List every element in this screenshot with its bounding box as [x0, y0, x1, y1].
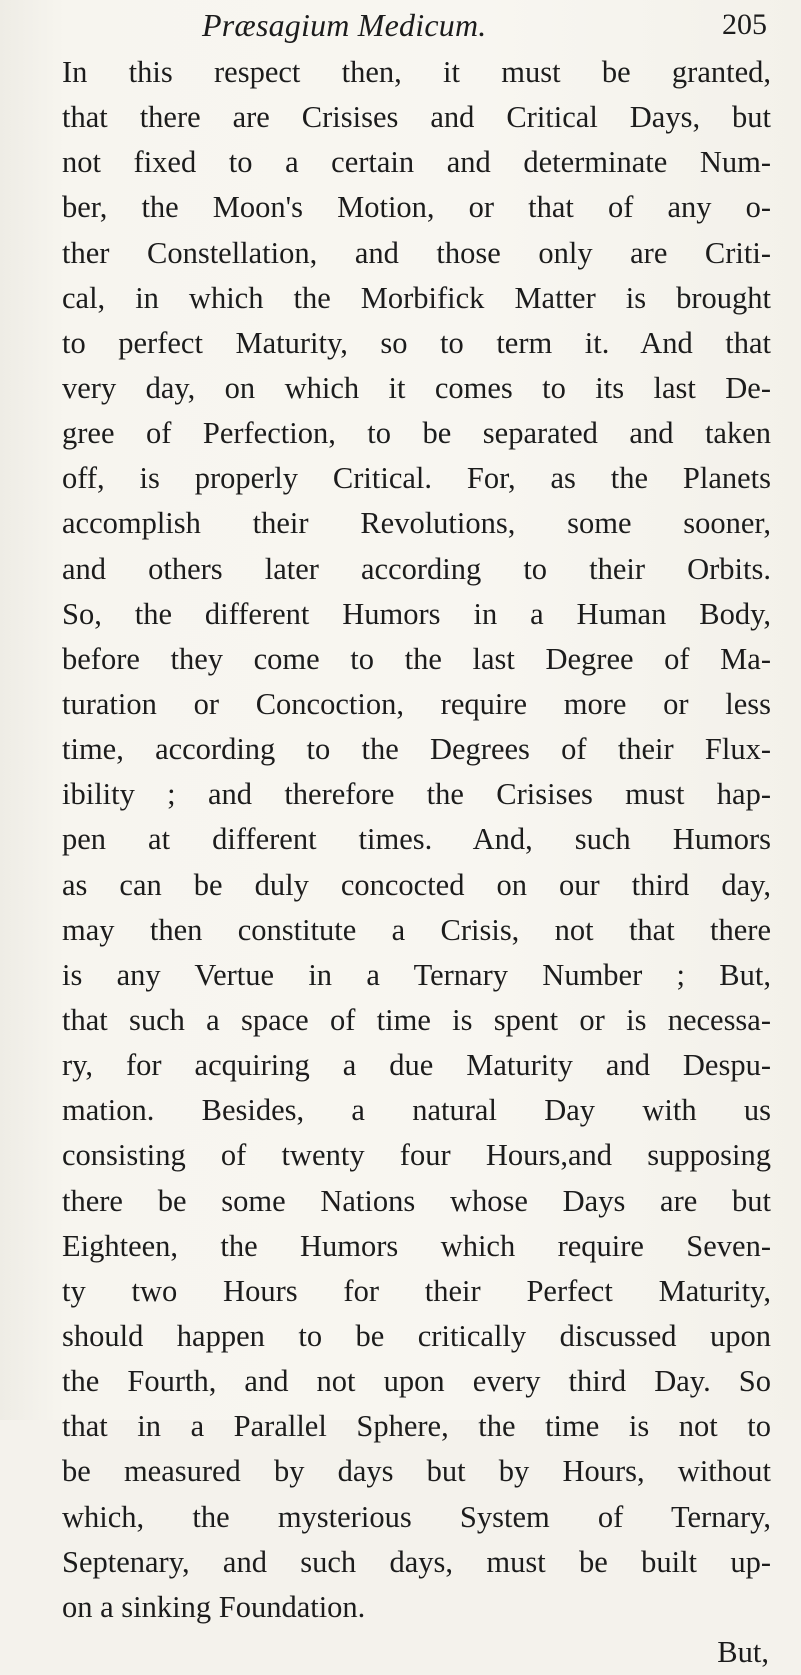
text-line: is any Vertue in a Ternary Number ; But,	[62, 957, 771, 992]
text-line: on a sinking Foundation.	[62, 1589, 366, 1624]
text-line: be measured by days but by Hours, without	[62, 1454, 771, 1489]
text-line: In this respect then, it must be granted,	[62, 55, 771, 89]
text-line: cal, in which the Morbifick Matter is brought	[62, 280, 771, 315]
text-line: turation or Concoction, require more or less	[62, 686, 771, 721]
text-line: that there are Crisises and Critical Days, but	[62, 100, 771, 135]
text-line: ibility ; and therefore the Crisises must hap-	[62, 777, 771, 812]
text-line: accomplish their Revolutions, some sooner,	[62, 506, 771, 541]
text-line: pen at different times. And, such Humors	[62, 822, 771, 857]
text-line: that in a Parallel Sphere, the time is not to	[62, 1409, 771, 1444]
text-line: Eighteen, the Humors which require Seven-	[62, 1228, 771, 1263]
text-line: ty two Hours for their Perfect Maturity,	[62, 1273, 771, 1308]
text-line: as can be duly concocted on our third day,	[62, 867, 771, 902]
text-line: which, the mysterious System of Ternary,	[62, 1499, 771, 1534]
text-line: that such a space of time is spent or is necessa-	[62, 1002, 771, 1037]
text-line: off, is properly Critical. For, as the Planets	[62, 461, 771, 496]
text-line: to perfect Maturity, so to term it. And that	[62, 325, 771, 360]
text-line: gree of Perfection, to be separated and taken	[62, 416, 771, 451]
text-line: there be some Nations whose Days are but	[62, 1183, 771, 1218]
text-line: Septenary, and such days, must be built up-	[62, 1544, 771, 1579]
text-line: not fixed to a certain and determinate Num-	[62, 145, 771, 180]
text-line: may then constitute a Crisis, not that there	[62, 912, 771, 947]
text-line: ry, for acquiring a due Maturity and Despu-	[62, 1048, 771, 1083]
running-title: Præsagium Medicum.	[202, 7, 487, 43]
text-line: the Fourth, and not upon every third Day. So	[62, 1364, 771, 1399]
text-line: ther Constellation, and those only are Criti-	[62, 235, 771, 270]
text-line: time, according to the Degrees of their Flux-	[62, 732, 771, 767]
text-line: before they come to the last Degree of Ma-	[62, 641, 771, 676]
body-text	[62, 50, 771, 1630]
text-line: ber, the Moon's Motion, or that of any o-	[62, 190, 771, 225]
text-line: very day, on which it comes to its last De-	[62, 370, 771, 405]
catchword: But,	[717, 1634, 769, 1669]
page-number: 205	[722, 8, 767, 41]
text-line: and others later according to their Orbits.	[62, 551, 771, 586]
text-line: should happen to be critically discussed upon	[62, 1318, 771, 1353]
text-line: consisting of twenty four Hours,and supposing	[62, 1138, 771, 1173]
text-line: mation. Besides, a natural Day with us	[62, 1093, 771, 1128]
running-head	[62, 0, 771, 50]
text-line: So, the different Humors in a Human Body,	[62, 596, 771, 631]
